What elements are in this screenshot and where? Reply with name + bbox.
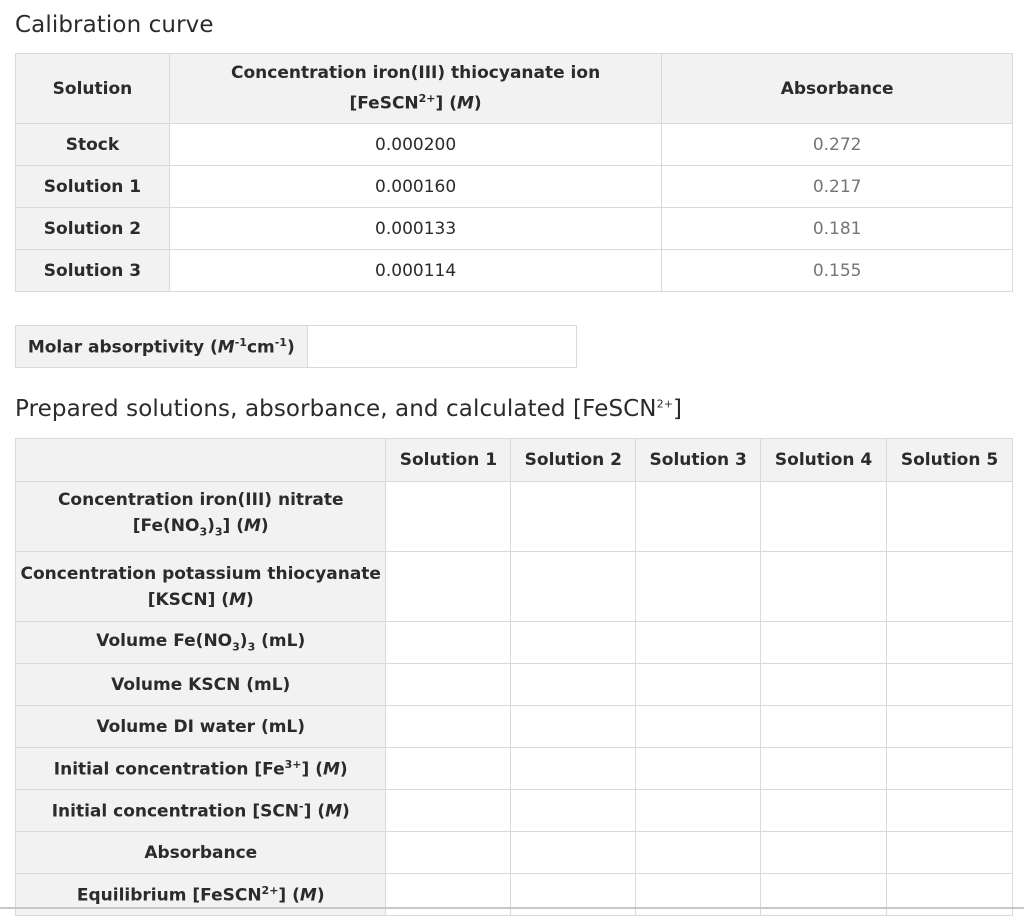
init-scn-pre: Initial concentration [SCN <box>51 801 300 822</box>
input-cell[interactable] <box>887 482 1013 552</box>
col-header-solution: Solution <box>16 54 170 124</box>
table-row <box>16 208 1013 250</box>
input-cell[interactable] <box>636 832 761 874</box>
col-header-solution-5: Solution 5 <box>887 439 1013 482</box>
table-row <box>16 482 1013 552</box>
input-cell[interactable] <box>761 706 887 748</box>
molar-unit-m: M <box>217 337 235 358</box>
molar-absorptivity-row <box>16 326 577 368</box>
input-cell[interactable] <box>636 874 761 916</box>
input-cell[interactable] <box>386 748 511 790</box>
fe-n-post: ] ( <box>222 516 244 537</box>
molar-sup1: -1 <box>234 335 247 349</box>
fe-n-unit: M <box>244 516 261 537</box>
row-label-volume-kscn: Volume KSCN (mL) <box>16 664 386 706</box>
init-scn-post: ] ( <box>303 801 326 822</box>
row-label-volume-water: Volume DI water (mL) <box>16 706 386 748</box>
prep-title-sup: 2+ <box>656 397 674 411</box>
input-cell[interactable] <box>761 748 887 790</box>
input-cell[interactable] <box>386 552 511 622</box>
row-label-stock: Stock <box>16 124 170 166</box>
prepared-title <box>15 396 682 422</box>
table-row <box>16 552 1013 622</box>
absorbance-cell: 0.181 <box>662 208 1013 250</box>
input-cell[interactable] <box>386 622 511 664</box>
col-header-absorbance: Absorbance <box>662 54 1013 124</box>
input-cell[interactable] <box>511 706 636 748</box>
conc-h-post: ] ( <box>435 93 457 114</box>
input-cell[interactable] <box>887 664 1013 706</box>
input-cell[interactable] <box>386 706 511 748</box>
input-cell[interactable] <box>636 482 761 552</box>
molar-sup2: -1 <box>274 335 287 349</box>
init-fe-sup: 3+ <box>284 757 302 771</box>
concentration-cell: 0.000160 <box>169 166 661 208</box>
conc-h-pre: [FeSCN <box>349 93 419 114</box>
input-cell[interactable] <box>887 706 1013 748</box>
col-header-solution-3: Solution 3 <box>636 439 761 482</box>
row-label-initial-scn <box>16 790 386 832</box>
fe-n-mid: ) <box>207 516 215 537</box>
fe-n-close: ) <box>260 516 269 537</box>
eq-close: ) <box>316 885 325 906</box>
input-cell[interactable] <box>386 482 511 552</box>
table-row <box>16 706 1013 748</box>
input-cell[interactable] <box>386 874 511 916</box>
input-cell[interactable] <box>761 622 887 664</box>
corner-cell <box>16 439 386 482</box>
input-cell[interactable] <box>636 664 761 706</box>
input-cell[interactable] <box>386 790 511 832</box>
input-cell[interactable] <box>887 622 1013 664</box>
fe-n-sub: 3 <box>199 525 208 539</box>
prepared-header-row <box>16 439 1013 482</box>
kscn-close: ) <box>245 589 254 610</box>
fe-n-sub2: 3 <box>214 525 223 539</box>
input-cell[interactable] <box>887 790 1013 832</box>
concentration-header-line1: Concentration iron(III) thiocyanate ion <box>231 63 601 84</box>
concentration-cell: 0.000133 <box>169 208 661 250</box>
molar-absorptivity-label <box>16 326 308 368</box>
input-cell[interactable] <box>386 832 511 874</box>
concentration-cell: 0.000114 <box>169 250 661 292</box>
row-label-fe-nitrate <box>16 482 386 552</box>
molar-cm: cm <box>246 337 275 358</box>
eq-pre: Equilibrium [FeSCN <box>76 885 262 906</box>
init-scn-sup: - <box>299 799 304 813</box>
conc-h-close: ) <box>473 93 482 114</box>
input-cell[interactable] <box>511 482 636 552</box>
kscn-line2 <box>16 587 385 613</box>
init-fe-unit: M <box>322 759 340 780</box>
row-label-solution-2: Solution 2 <box>16 208 170 250</box>
molar-absorptivity-input[interactable] <box>307 326 576 368</box>
vol-fe-pre: Volume Fe(NO <box>96 631 233 652</box>
concentration-cell: 0.000200 <box>169 124 661 166</box>
input-cell[interactable] <box>887 552 1013 622</box>
input-cell[interactable] <box>511 790 636 832</box>
fe-nitrate-line1: Concentration iron(III) nitrate <box>57 490 344 511</box>
row-label-volume-fe <box>16 622 386 664</box>
table-row <box>16 124 1013 166</box>
input-cell[interactable] <box>887 832 1013 874</box>
input-cell[interactable] <box>761 790 887 832</box>
bottom-divider <box>0 907 1024 909</box>
molar-pre: Molar absorptivity ( <box>27 337 218 358</box>
kscn-pre: [KSCN] ( <box>147 589 230 610</box>
row-label-kscn <box>16 552 386 622</box>
fe-nitrate-line2 <box>16 513 385 545</box>
vol-fe-sub2: 3 <box>247 640 256 654</box>
input-cell[interactable] <box>761 832 887 874</box>
concentration-header-line2 <box>170 86 661 117</box>
table-row <box>16 832 1013 874</box>
input-cell[interactable] <box>511 748 636 790</box>
absorbance-cell: 0.217 <box>662 166 1013 208</box>
input-cell[interactable] <box>761 874 887 916</box>
col-header-solution-2: Solution 2 <box>511 439 636 482</box>
init-scn-unit: M <box>325 801 343 822</box>
input-cell[interactable] <box>636 748 761 790</box>
input-cell[interactable] <box>511 832 636 874</box>
kscn-line1: Concentration potassium thiocyanate <box>20 563 381 584</box>
row-label-solution-3: Solution 3 <box>16 250 170 292</box>
calibration-title: Calibration curve <box>15 12 214 38</box>
eq-post: ] ( <box>278 885 300 906</box>
input-cell[interactable] <box>761 664 887 706</box>
col-header-concentration <box>169 54 661 124</box>
vol-fe-post: (mL) <box>255 631 306 652</box>
input-cell[interactable] <box>636 706 761 748</box>
input-cell[interactable] <box>761 482 887 552</box>
col-header-solution-4: Solution 4 <box>761 439 887 482</box>
fe-n-pre: [Fe(NO <box>132 516 200 537</box>
molar-post: ) <box>286 337 295 358</box>
kscn-unit: M <box>229 589 246 610</box>
row-label-initial-fe <box>16 748 386 790</box>
prepared-solutions-table <box>15 438 1013 916</box>
table-row <box>16 664 1013 706</box>
init-fe-pre: Initial concentration [Fe <box>53 759 285 780</box>
calibration-header-row <box>16 54 1013 124</box>
input-cell[interactable] <box>511 664 636 706</box>
input-cell[interactable] <box>511 622 636 664</box>
table-row <box>16 790 1013 832</box>
absorbance-cell: 0.155 <box>662 250 1013 292</box>
row-label-absorbance: Absorbance <box>16 832 386 874</box>
input-cell[interactable] <box>887 874 1013 916</box>
init-fe-close: ) <box>339 759 348 780</box>
table-row <box>16 250 1013 292</box>
prep-title-pre: Prepared solutions, absorbance, and calculated [FeSCN <box>15 396 657 422</box>
input-cell[interactable] <box>636 552 761 622</box>
input-cell[interactable] <box>636 790 761 832</box>
row-label-solution-1: Solution 1 <box>16 166 170 208</box>
eq-sup: 2+ <box>261 883 279 897</box>
input-cell[interactable] <box>511 552 636 622</box>
vol-fe-mid: ) <box>239 631 248 652</box>
absorbance-cell: 0.272 <box>662 124 1013 166</box>
table-row <box>16 166 1013 208</box>
input-cell[interactable] <box>636 622 761 664</box>
input-cell[interactable] <box>761 552 887 622</box>
conc-h-unit: M <box>457 93 474 114</box>
prep-title-post: ] <box>673 396 683 422</box>
row-label-equilibrium <box>16 874 386 916</box>
init-scn-close: ) <box>342 801 350 822</box>
table-row <box>16 748 1013 790</box>
eq-unit: M <box>299 885 317 906</box>
init-fe-post: ] ( <box>301 759 323 780</box>
molar-absorptivity-table <box>15 325 577 368</box>
table-row <box>16 874 1013 916</box>
table-row <box>16 622 1013 664</box>
input-cell[interactable] <box>386 664 511 706</box>
col-header-solution-1: Solution 1 <box>386 439 511 482</box>
input-cell[interactable] <box>887 748 1013 790</box>
input-cell[interactable] <box>511 874 636 916</box>
calibration-table <box>15 53 1013 292</box>
conc-h-sup: 2+ <box>418 92 436 106</box>
vol-fe-sub: 3 <box>232 640 240 654</box>
